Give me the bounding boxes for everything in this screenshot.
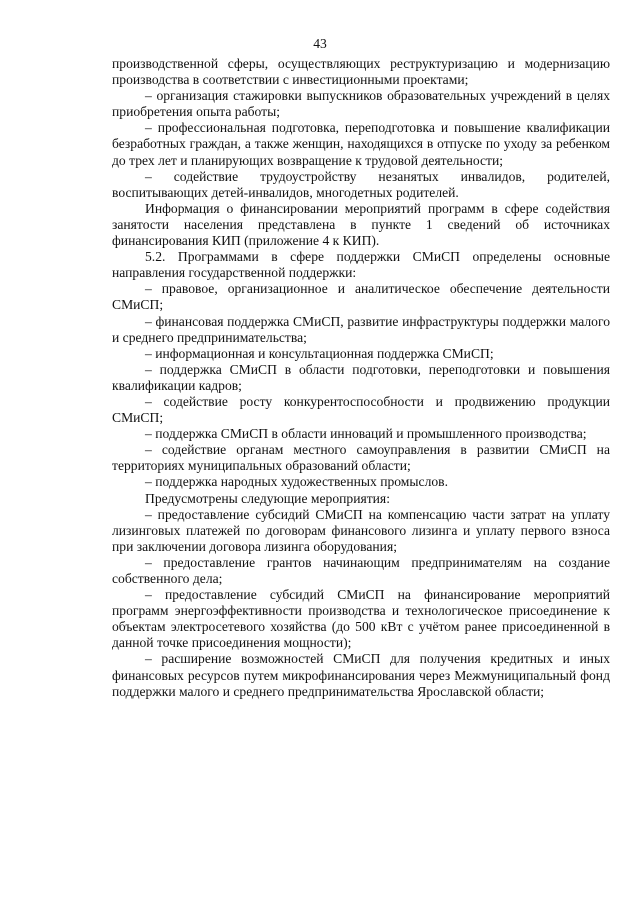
list-item: – поддержка СМиСП в области инноваций и промышленного производства;	[145, 426, 587, 442]
list-item: – содействие росту конкурентоспособности и продвижению продукции СМиСП;	[112, 393, 610, 426]
list-item: – правовое, организационное и аналитическое обеспечение деятельности СМиСП;	[112, 281, 610, 313]
paragraph: Предусмотрены следующие мероприятия:	[145, 490, 390, 506]
paragraph: производственной сферы, осуществляющих реструктуризацию и модернизацию производства в соответствии с инвестиционными проектами;	[112, 56, 610, 88]
list-item: – содействие органам местного самоуправления в развитии СМиСП на территориях муниципальных образований области;	[112, 442, 610, 474]
list-item: – поддержка СМиСП в области подготовки, переподготовки и повышения квалификации кадров;	[112, 361, 610, 393]
page-number: 43	[313, 36, 327, 51]
list-item: – информационная и консультационная поддержка СМиСП;	[145, 345, 494, 361]
list-item: – предоставление субсидий СМиСП на финансирование мероприятий программ энергоэффективности производства и технологическое присоединение к объектам электросетевого хозяйства (до 500 кВт с учётом ранее присоединенной в данной точке присоединения мощности);	[112, 587, 610, 651]
paragraph: Информация о финансировании мероприятий программ в сфере содействия занятости населения представлена в пункте 1 сведений об источниках финансирования КИП (приложение 4 к КИП).	[112, 200, 610, 249]
list-item: – организация стажировки выпускников образовательных учреждений в целях приобретения опыта работы;	[112, 88, 610, 120]
list-item: – финансовая поддержка СМиСП, развитие инфраструктуры поддержки малого и среднего предпринимательства;	[112, 313, 610, 345]
list-item: – содействие трудоустройству незанятых инвалидов, родителей, воспитывающих детей-инвалидов, многодетных родителей.	[112, 168, 610, 200]
list-item: – предоставление субсидий СМиСП на компенсацию части затрат на уплату лизинговых платежей по договорам финансового лизинга и уплату первого взноса при заключении договора лизинга оборудования;	[112, 506, 610, 554]
list-item: – поддержка народных художественных промыслов.	[145, 474, 448, 490]
list-item: – профессиональная подготовка, переподготовка и повышение квалификации безработных граждан, а также женщин, находящихся в отпуске по уходу за ребенком до трех лет и планирующих возвращение к трудовой деятельности;	[112, 120, 610, 168]
list-item: – расширение возможностей СМиСП для получения кредитных и иных финансовых ресурсов путем микрофинансирования через Межмуниципальный фонд поддержки малого и среднего предпринимательства Ярославской области;	[112, 651, 610, 699]
body-text	[112, 56, 610, 700]
section-paragraph: 5.2. Программами в сфере поддержки СМиСП определены основные направления государственной поддержки:	[112, 249, 610, 281]
list-item: – предоставление грантов начинающим предпринимателям на создание собственного дела;	[112, 554, 610, 586]
